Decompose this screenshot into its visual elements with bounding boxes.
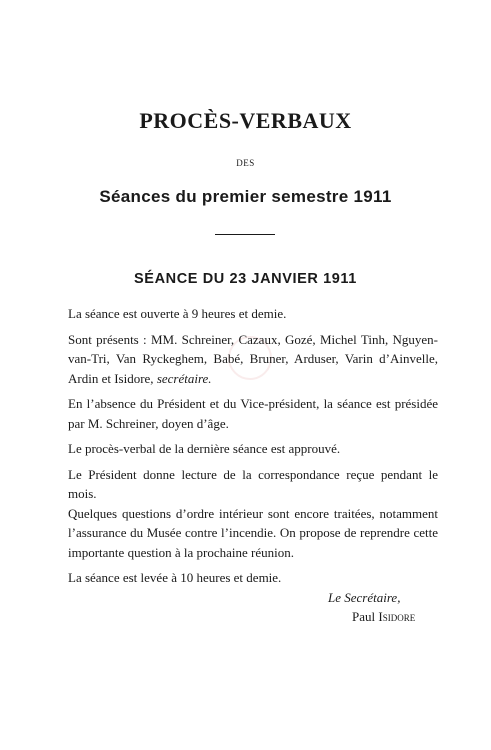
paragraph-approval: Le procès-verbal de la dernière séance est approuvé.	[68, 441, 341, 456]
signature-first-name: Paul	[352, 609, 376, 624]
section-divider	[215, 234, 275, 235]
attendees-text: Sont présents : MM. Schreiner, Cazaux, Gozé, Michel Tinh, Nguyen-van-Tri, Van Ryckeghem, Babé, Bruner, Arduser, Varin d’Ainvelle, Ardin et Isidore,	[68, 331, 438, 386]
signature-role: Le Secrétaire,	[328, 590, 401, 605]
signature-name	[300, 607, 450, 626]
attendees-role: secrétaire.	[156, 370, 212, 386]
paragraph-opening: La séance est ouverte à 9 heures et demie.	[68, 306, 287, 321]
paragraph-attendees	[68, 330, 438, 389]
document-subtitle: Séances du premier semestre 1911	[99, 187, 392, 206]
minutes-body	[68, 304, 438, 594]
signature-last-name: Isidore	[378, 609, 416, 624]
paragraph-presidency: En l’absence du Président et du Vice-président, la séance est présidée par M. Schreiner, doyen d’âge.	[68, 396, 438, 431]
session-heading: SÉANCE DU 23 JANVIER 1911	[134, 271, 357, 287]
title-connector: DES	[236, 158, 255, 168]
document-title: PROCÈS-VERBAUX	[139, 108, 352, 133]
paragraph-internal-questions: Quelques questions d’ordre intérieur sont encore traitées, notamment l’assurance du Musée contre l’incendie. On propose de reprendre cette importante question à la prochaine réunion.	[68, 505, 438, 560]
signature-block	[300, 588, 450, 626]
paragraph-closing: La séance est levée à 10 heures et demie.	[68, 570, 282, 585]
paragraph-correspondence: Le Président donne lecture de la correspondance reçue pendant le mois.	[68, 466, 438, 501]
